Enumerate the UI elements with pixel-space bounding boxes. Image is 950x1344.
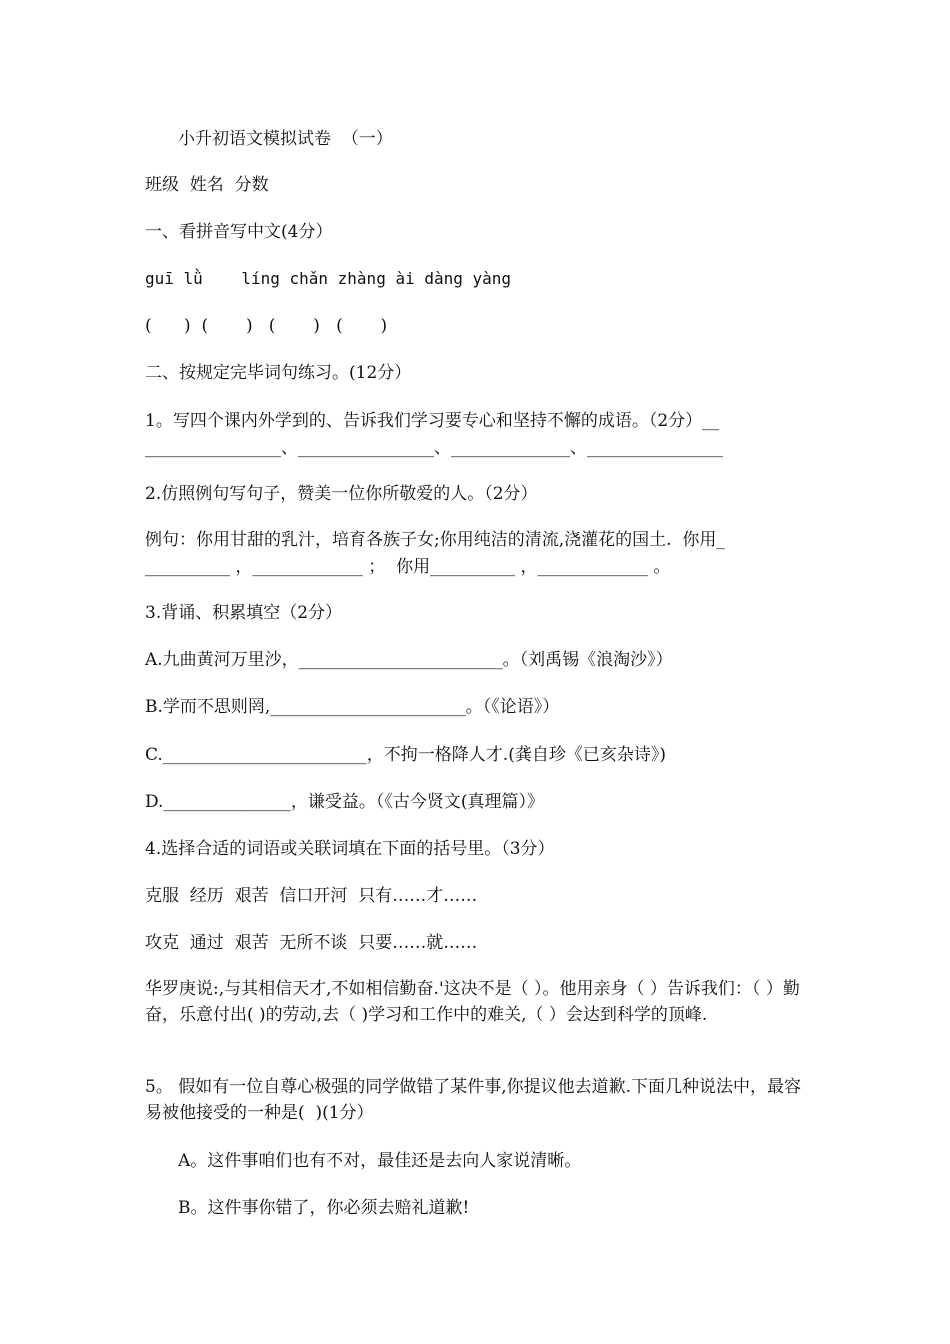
pinyin-answer-blanks: ( ) ( ) ( ) ( ) (145, 316, 388, 336)
q1-prompt: 1。写四个课内外学到的、告诉我们学习要专心和坚持不懈的成语。（2分）__ (145, 411, 720, 431)
q2-heading: 2.仿照例句写句子，赞美一位你所敬爱的人。（2分） (145, 484, 538, 504)
q2-answer-blanks: __________ ，_____________ ； 你用__________ ，_____________ 。 (145, 557, 671, 577)
q4-heading: 4.选择合适的词语或关联词填在下面的括号里。（3分） (145, 839, 555, 859)
q3-item-b: B.学而不思则罔,_______________________。（《论语》） (145, 697, 560, 717)
q4-word-bank-1: 克服 经历 艰苦 信口开河 只有……才…… (145, 886, 478, 906)
section2-heading: 二、按规定完毕词句练习。(12分） (145, 363, 412, 383)
q5-option-b: B。这件事你错了，你必须去赔礼道歉! (178, 1198, 470, 1218)
q4-word-bank-2: 攻克 通过 艰苦 无所不谈 只要……就…… (145, 933, 478, 953)
q3-heading: 3.背诵、积累填空（2分） (145, 603, 343, 623)
q2-example: 例句：你用甘甜的乳汁，培育各族子女;你用纯洁的清流,浇灌花的国土. 你用_ (145, 530, 725, 550)
pinyin-line: guī lǜ líng chǎn zhàng ài dàng yàng (145, 269, 512, 288)
section1-heading: 一、看拼音写中文(4分） (145, 222, 333, 242)
q5-question: 5。 假如有一位自尊心极强的同学做错了某件事,你提议他去道歉.下面几种说法中，最容易被他接受的一种是( )(1分） (145, 1077, 802, 1123)
q5-option-a: A。这件事咱们也有不对，最佳还是去向人家说清晰。 (178, 1151, 582, 1171)
q4-passage: 华罗庚说:,与其相信天才,不如相信勤奋.'这决不是（ ）。他用亲身（ ）告诉我们：（ ）勤奋，乐意付出( )的劳动,去（ )学习和工作中的难关,（ ）会达到科学的顶峰. (145, 979, 800, 1025)
q3-item-a: A.九曲黄河万里沙，________________________。（刘禹锡《浪淘沙》） (145, 650, 673, 670)
q3-item-c: C.________________________，不拘一格降人才.(龚自珍《已亥杂诗》) (145, 745, 666, 765)
exam-title: 小升初语文模拟试卷 （一） (178, 129, 393, 149)
q3-item-d: D._______________，谦受益。（《古今贤文(真理篇）》 (145, 792, 545, 812)
header-fields: 班级 姓名 分数 (145, 175, 269, 195)
q1-answer-blanks: ________________、________________、______________、________________ (145, 438, 723, 458)
